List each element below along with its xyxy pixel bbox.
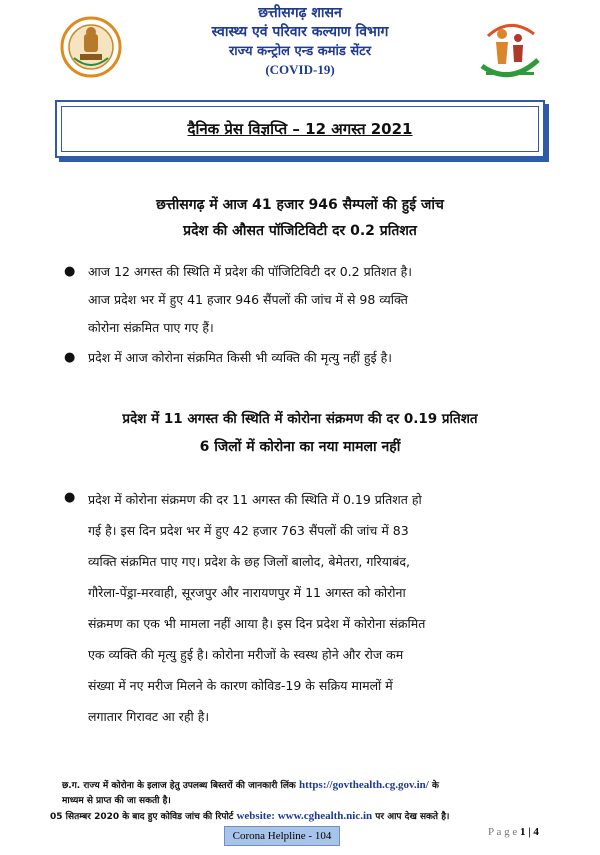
footer-beds-text: छ.ग. राज्य में कोरोना के इलाज हेतु उपलब्ध बिस्तरों की जानकारी लिंक (62, 781, 296, 791)
department-name: स्वास्थ्य एवं परिवार कल्याण विभाग (211, 24, 389, 40)
emblem-icon (60, 16, 122, 78)
bullet-icon: ● (64, 264, 76, 279)
bullet-line: गौरेला-पेंड्रा-मरवाही, सूरजपुर और नारायणपुर में 11 अगस्त को कोरोना (88, 585, 406, 600)
footer-report-text: 05 सितम्बर 2020 के बाद हुए कोविड जांच की रिपोर्ट (50, 812, 234, 822)
bullet-line: आज प्रदेश भर में हुए 41 हजार 946 सैंपलों की जांच में से 98 व्यक्ति (88, 292, 408, 307)
bullet-line: प्रदेश में कोरोना संक्रमण की दर 11 अगस्त की स्थिति में 0.19 प्रतिशत हो (88, 492, 422, 507)
bullet-line: आज 12 अगस्त की स्थिति में प्रदेश की पॉजिटिविटी दर 0.2 प्रतिशत है। (88, 264, 413, 279)
page-title: दैनिक प्रेस विज्ञप्ति – 12 अगस्त 2021 (187, 120, 413, 138)
bullet-line: संक्रमण का एक भी मामला नहीं आया है। इस दिन प्रदेश में कोरोना संक्रमित (88, 616, 426, 631)
govt-name: छत्तीसगढ़ शासन (258, 5, 342, 21)
helpline-badge: Corona Helpline - 104 (224, 826, 340, 846)
title-box-inner (61, 106, 539, 152)
letterhead-text (150, 4, 450, 79)
title-box (55, 100, 545, 158)
footer-beds-suffix: के (432, 781, 439, 791)
beds-link[interactable]: https://govthealth.cg.gov.in/ (298, 779, 429, 791)
page-total: 4 (533, 826, 539, 838)
page-current: 1 (519, 826, 526, 838)
covid-label: (COVID-19) (265, 62, 335, 77)
bullet-line: संख्या में नए मरीज मिलने के कारण कोविड-19 के सक्रिय मामलों में (88, 678, 393, 693)
health-mission-logo (472, 16, 548, 82)
bullet-line: लगातार गिरावट आ रही है। (88, 709, 210, 724)
letterhead (0, 0, 600, 90)
section1-heading-line2: प्रदेश की औसत पॉजिटिविटी दर 0.2 प्रतिशत (183, 223, 417, 239)
section2-bullet1 (88, 484, 558, 732)
bullet-icon: ● (64, 350, 76, 365)
footer-beds-note (62, 778, 562, 793)
section2-heading-line1: प्रदेश में 11 अगस्त की स्थिति में कोरोना संक्रमण की दर 0.19 प्रतिशत (122, 411, 478, 427)
bullet-line: एक व्यक्ति की मृत्यु हुई है। कोरोना मरीजों के स्वस्थ होने और रोज कम (88, 647, 404, 662)
section2-heading-line2: 6 जिलों में कोरोना का नया मामला नहीं (199, 439, 401, 455)
section1-bullet2 (88, 344, 558, 372)
section1-heading-line1: छत्तीसगढ़ में आज 41 हजार 946 सैम्पलों की हुई जांच (156, 197, 444, 213)
bullet-icon: ● (64, 490, 76, 505)
bullet-line: गई है। इस दिन प्रदेश भर में हुए 42 हजार 763 सैंपलों की जांच में 83 (88, 523, 409, 538)
control-center-name: राज्य कन्ट्रोल एन्ड कमांड सेंटर (228, 44, 372, 59)
bullet-line: कोरोना संक्रमित पाए गए हैं। (88, 320, 214, 335)
page-label: P a g e (488, 826, 518, 838)
page-number (488, 826, 539, 838)
page-separator: | (528, 826, 531, 838)
footer-beds-note-cont: माध्यम से प्राप्त की जा सकती है। (62, 796, 171, 806)
bullet-line: प्रदेश में आज कोरोना संक्रमित किसी भी व्यक्ति की मृत्यु नहीं हुई है। (88, 350, 392, 365)
footer-report-suffix: पर आप देख सकते है। (375, 812, 450, 822)
bullet-line: व्यक्ति संक्रमित पाए गए। प्रदेश के छह जिलों बालोद, बेमेतरा, गरियाबंद, (88, 554, 411, 569)
report-website-link[interactable]: website: www.cghealth.nic.in (236, 810, 373, 822)
section1-bullet1 (88, 258, 558, 342)
footer-report-note (50, 809, 580, 824)
